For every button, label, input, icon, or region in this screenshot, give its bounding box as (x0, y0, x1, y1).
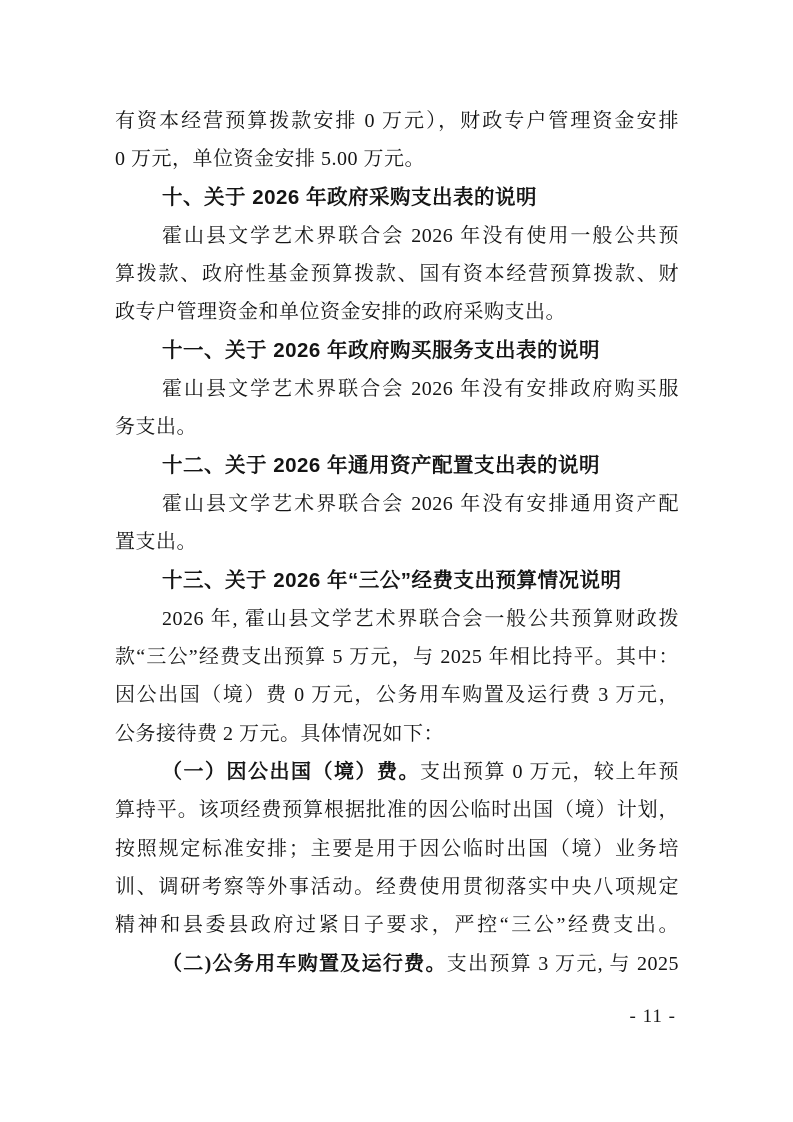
line-text: 十三、关于 2026 年“三公”经费支出预算情况说明 (162, 568, 622, 592)
line-text: 算拨款、政府性基金预算拨款、国有资本经营预算拨款、财 (115, 263, 679, 286)
text-line (115, 408, 679, 446)
text-line (115, 791, 679, 829)
line-text: 2026 年, 霍山县文学艺术界联合会一般公共预算财政拨 (162, 607, 679, 630)
line-text: 按照规定标准安排；主要是用于因公临时出国（境）业务培 (115, 837, 679, 860)
bold-lead-text: （一）因公出国（境）费。 (162, 761, 420, 784)
text-line (115, 676, 679, 714)
line-text: 支出预算 0 万元，较上年预 (420, 761, 679, 784)
text-line (115, 715, 679, 753)
bold-lead-text: （二)公务用车购置及运行费。 (162, 952, 447, 975)
text-line (115, 753, 679, 791)
text-line (115, 600, 679, 638)
text-line (115, 638, 679, 676)
line-text: 精神和县委县政府过紧日子要求，严控“三公”经费支出。 (115, 914, 679, 937)
line-text: 霍山县文学艺术界联合会 2026 年没有安排政府购买服 (162, 378, 679, 401)
line-text: 0 万元，单位资金安排 5.00 万元。 (115, 148, 425, 171)
line-text: 款“三公”经费支出预算 5 万元，与 2025 年相比持平。其中： (115, 646, 679, 669)
text-line (115, 562, 679, 600)
line-text: 有资本经营预算拨款安排 0 万元），财政专户管理资金安排 (115, 110, 679, 132)
page-number: - 11 - (629, 1006, 676, 1027)
line-text: 十、关于 2026 年政府采购支出表的说明 (162, 185, 537, 209)
line-text: 置支出。 (115, 531, 197, 554)
text-line (115, 830, 679, 868)
text-line (115, 140, 679, 178)
document-text-block (115, 102, 679, 983)
text-line (115, 447, 679, 485)
text-line (115, 255, 679, 293)
line-text: 支出预算 3 万元, 与 2025 (446, 952, 679, 975)
text-line (115, 485, 679, 523)
text-line (115, 332, 679, 370)
line-text: 训、调研考察等外事活动。经费使用贯彻落实中央八项规定 (115, 875, 679, 898)
text-line (115, 179, 679, 217)
text-line (115, 293, 679, 331)
line-text: 公务接待费 2 万元。具体情况如下： (115, 722, 444, 745)
line-text: 十二、关于 2026 年通用资产配置支出表的说明 (162, 453, 600, 477)
text-line (115, 370, 679, 408)
line-text: 算持平。该项经费预算根据批准的因公临时出国（境）计划， (115, 799, 679, 822)
line-text: 十一、关于 2026 年政府购买服务支出表的说明 (162, 338, 600, 362)
text-line (115, 945, 679, 983)
line-text: 因公出国（境）费 0 万元，公务用车购置及运行费 3 万元， (115, 684, 679, 707)
text-line (115, 523, 679, 561)
line-text: 政专户管理资金和单位资金安排的政府采购支出。 (115, 301, 566, 324)
text-line (115, 868, 679, 906)
text-line (115, 906, 679, 944)
text-line (115, 102, 679, 140)
text-line (115, 217, 679, 255)
line-text: 霍山县文学艺术界联合会 2026 年没有使用一般公共预 (162, 224, 679, 247)
line-text: 霍山县文学艺术界联合会 2026 年没有安排通用资产配 (162, 492, 679, 515)
line-text: 务支出。 (115, 416, 197, 439)
